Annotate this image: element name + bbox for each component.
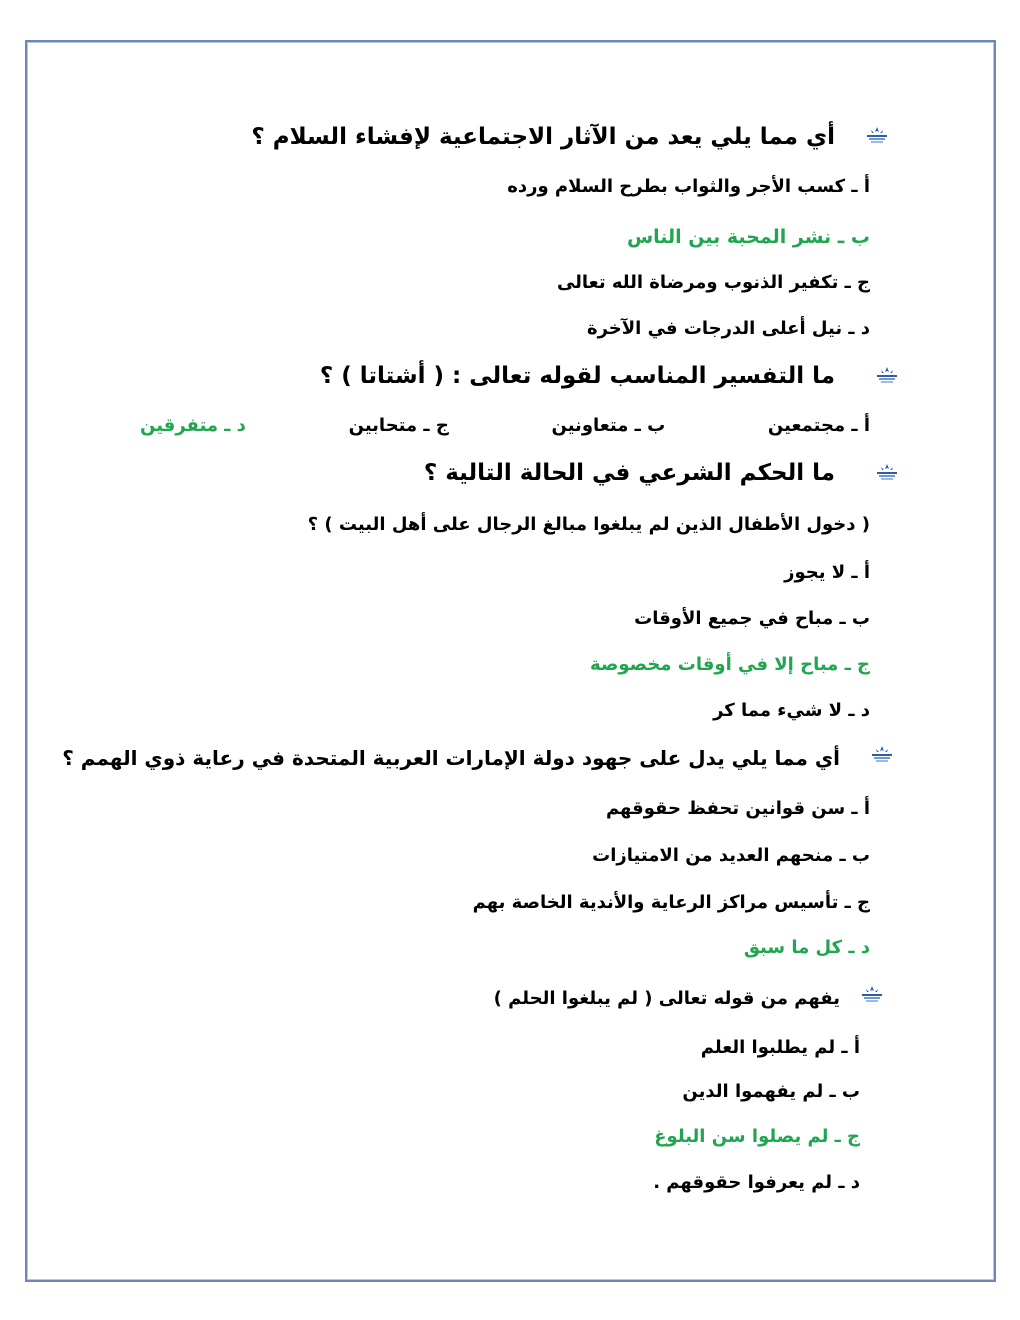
q5-option-b: ب ـ لم يفهموا الدين: [682, 1081, 860, 1102]
q2-option-a: أ ـ مجتمعين: [767, 415, 870, 436]
q5-option-d: د ـ لم يعرفوا حقوقهم .: [653, 1172, 860, 1193]
q3-option-d: د ـ لا شيء مما كر: [713, 700, 870, 721]
question-2-text: ما التفسير المناسب لقوله تعالى : ( أشتاتا ) ؟: [319, 363, 835, 389]
q5-option-c-correct: ج ـ لم يصلوا سن البلوغ: [654, 1126, 860, 1147]
question-3-text: ما الحكم الشرعي في الحالة التالية ؟: [423, 460, 835, 486]
q4-option-a: أ ـ سن قوانين تحفظ حقوقهم: [605, 798, 870, 819]
q3-subtext: ( دخول الأطفال الذين لم يبلغوا مبالغ الرجال على أهل البيت ) ؟: [307, 514, 870, 535]
q5-option-a: أ ـ لم يطلبوا العلم: [700, 1037, 860, 1058]
q3-option-b: ب ـ مباح في جميع الأوقات: [634, 608, 870, 629]
q2-option-c: ج ـ متحابين: [348, 415, 449, 436]
bullet-logo-icon: [870, 745, 894, 763]
q3-option-a: أ ـ لا يجوز: [784, 562, 870, 583]
q2-option-b: ب ـ متعاونين: [551, 415, 666, 436]
q1-option-b-correct: ب ـ نشر المحبة بين الناس: [626, 226, 870, 248]
q4-option-b: ب ـ منحهم العديد من الامتيازات: [592, 845, 870, 866]
q2-option-d-correct: د ـ متفرقين: [140, 415, 246, 436]
bullet-logo-icon: [865, 126, 889, 144]
q4-option-c: ج ـ تأسيس مراكز الرعاية والأندية الخاصة بهم: [472, 892, 870, 913]
q1-option-c: ج ـ تكفير الذنوب ومرضاة الله تعالى: [556, 272, 870, 293]
q2-options-row: [140, 415, 870, 443]
bullet-logo-icon: [875, 463, 899, 481]
question-1-text: أي مما يلي يعد من الآثار الاجتماعية لإفشاء السلام ؟: [251, 124, 835, 150]
q3-option-c-correct: ج ـ مباح إلا في أوقات مخصوصة: [590, 654, 870, 675]
question-5-text: يفهم من قوله تعالى ( لم يبلغوا الحلم ): [493, 988, 840, 1009]
bullet-logo-icon: [875, 366, 899, 384]
question-4-text: أي مما يلي يدل على جهود دولة الإمارات العربية المتحدة في رعاية ذوي الهمم ؟: [62, 746, 840, 770]
q1-option-d: د ـ نيل أعلى الدرجات في الآخرة: [586, 318, 870, 339]
q4-option-d-correct: د ـ كل ما سبق: [743, 937, 870, 958]
bullet-logo-icon: [860, 985, 884, 1003]
q1-option-a: أ ـ كسب الأجر والثواب بطرح السلام ورده: [507, 176, 870, 197]
